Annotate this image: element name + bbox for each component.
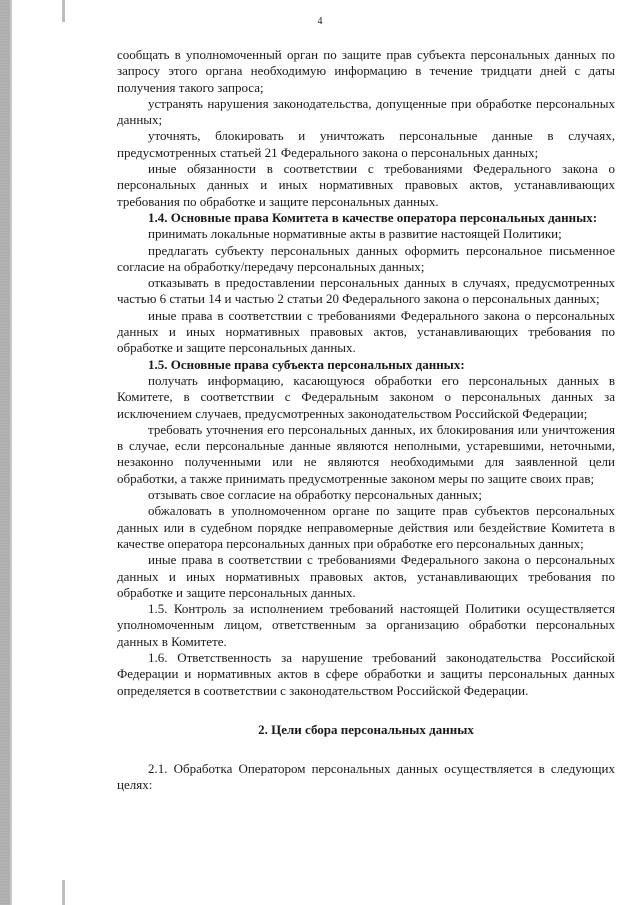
paragraph-list (117, 47, 615, 699)
paragraph: иные обязанности в соответствии с требованиями Федерального закона о персональных данных и иных нормативных правовых актов, устанавливающих требования по обработке и защите персональных данных. (117, 161, 615, 209)
paragraph: предлагать субъекту персональных данных оформить персональное письменное согласие на обработку/передачу персональных данных; (117, 242, 615, 274)
binding-mark-bottom (62, 880, 65, 905)
paragraph: устранять нарушения законодательства, допущенные при обработке персональных данных; (117, 95, 615, 128)
final-paragraph: 2.1. Обработка Оператором персональных данных осуществляется в следующих целях: (117, 761, 615, 793)
subsection-heading: 1.5. Основные права субъекта персональных данных: (148, 356, 465, 372)
paragraph: получать информацию, касающуюся обработки его персональных данных в Комитете, в соответствии с Федеральным законом о персональных данных за исключением случаев, предусмотренных законодательством Российской Федерации; (117, 372, 615, 421)
page-number: 4 (317, 16, 323, 27)
paragraph: уточнять, блокировать и уничтожать персональные данные в случаях, предусмотренных статьей 21 Федерального закона о персональных данных; (117, 128, 615, 160)
paragraph: обжаловать в уполномоченном органе по защите прав субъектов персональных данных или в судебном порядке неправомерные действия или бездействие Комитета в качестве оператора персональных данных при обработке его персональных данных; (117, 503, 615, 551)
paragraph: отзывать свое согласие на обработку персональных данных; (148, 487, 482, 503)
section-heading: 2. Цели сбора персональных данных (258, 721, 474, 737)
paragraph: иные права в соответствии с требованиями Федерального закона о персональных данных и иных нормативных правовых актов, устанавливающих требования по обработке и защите персональных данных. (117, 307, 615, 356)
paragraph: требовать уточнения его персональных данных, их блокирования или уничтожения в случае, если персональные данные являются неполными, устаревшими, неточными, незаконно полученными или не являются необходимыми для заявленной цели обработки, а также принимать предусмотренные законом меры по защите своих прав; (117, 421, 615, 486)
document-body (117, 47, 615, 794)
paragraph: 1.5. Контроль за исполнением требований настоящей Политики осуществляется уполномоченным лицом, ответственным за организацию обработки персональных данных в Комитете. (117, 601, 615, 649)
scan-edge (0, 0, 10, 905)
subsection-heading: 1.4. Основные права Комитета в качестве оператора персональных данных: (148, 209, 598, 225)
scan-edge-shadow (10, 0, 12, 905)
paragraph: отказывать в предоставлении персональных данных в случаях, предусмотренных частью 6 статьи 14 и частью 2 статьи 20 Федерального закона о персональных данных; (117, 275, 615, 307)
paragraph: иные права в соответствии с требованиями Федерального закона о персональных данных и иных нормативных правовых актов, устанавливающих требования по обработке и защите персональных данных. (117, 552, 615, 600)
paragraph: принимать локальные нормативные акты в развитие настоящей Политики; (148, 226, 562, 242)
paragraph: сообщать в уполномоченный орган по защите прав субъекта персональных данных по запросу этого органа необходимую информацию в течение тридцати дней с даты получения такого запроса; (117, 47, 615, 95)
paragraph: 1.6. Ответственность за нарушение требований законодательства Российской Федерации и нормативных актов в сфере обработки и защиты персональных данных определяется в соответствии с законодательством Российской Федерации. (117, 649, 615, 698)
